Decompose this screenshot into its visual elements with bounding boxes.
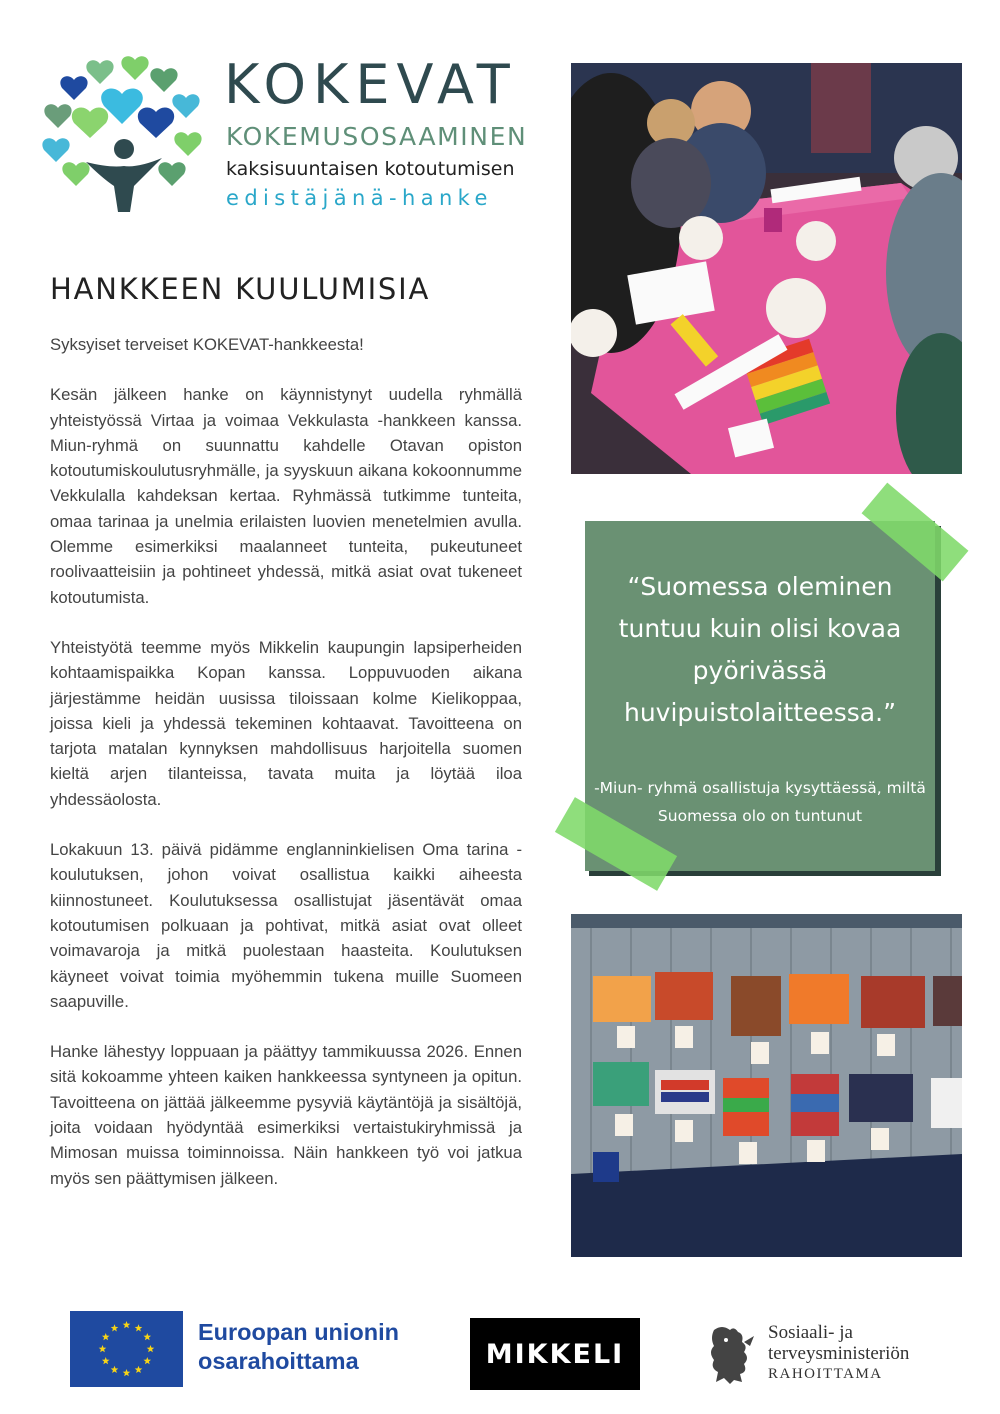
mikkeli-logo: MIKKELI (470, 1318, 640, 1390)
quote-caption: -Miun- ryhmä osallistuja kysyttäessä, miltä Suomessa olo on tuntunut (594, 779, 926, 825)
eu-line-1: Euroopan unionin (198, 1319, 400, 1345)
paragraph-4: Hanke lähestyy loppuaan ja päättyy tammikuussa 2026. Ennen sitä kokoamme yhteen kaiken hankkeessa syntyneen ja opitun. Tavoitteena on jättää jälkeemme pysyviä käytäntöjä ja sisältöjä, joita voidaan hyödyntää esimerkiksi vertaistukiryhmissä ja Mimosan muissa toiminnoissa. Näin hankkeen työ voi jatkua myös sen päättymisen jälkeen. (50, 1042, 522, 1188)
workshop-photo (571, 63, 962, 474)
stm-funding-text (768, 1322, 909, 1385)
paragraph-2: Yhteistyötä teemme myös Mikkelin kaupungin lapsiperheiden kohtaamispaikka Kopan kanssa. Loppuvuoden aikana järjestämme heidän uusissa tiloissaan kolme Kielikoppaa, joissa kieli ja yhdessä tekeminen kohtaavat. Tavoitteena on tarjota matalan kynnyksen mahdollisuus harjoitella suomen kieltä arjen tilanteissa, tavata muita ja löytää iloa yhdessäolosta. (50, 637, 522, 809)
article-body (50, 332, 522, 1216)
lion-emblem-icon (704, 1322, 758, 1386)
brand-title: KOKEVAT (224, 53, 517, 116)
kokevat-logo (40, 50, 210, 215)
eu-line-2: osarahoittama (198, 1348, 359, 1374)
page-heading: HANKKEEN KUULUMISIA (50, 272, 431, 306)
brand-tagline: kaksisuuntaisen kotoutumisen (226, 158, 515, 180)
greeting-text: Syksyiset terveiset KOKEVAT-hankkeesta! (50, 335, 364, 354)
quote-text: “Suomessa oleminen tuntuu kuin olisi kovaa pyörivässä huvipuistolaitteessa.” (618, 572, 902, 727)
artwork-wall-photo (571, 914, 962, 1257)
stm-line-2: terveysministeriön (768, 1343, 910, 1364)
eu-funding-text (198, 1318, 399, 1376)
brand-subtitle: KOKEMUSOSAAMINEN (226, 122, 528, 151)
stm-line-1: Sosiaali- ja (768, 1322, 853, 1343)
eu-flag-icon (70, 1311, 183, 1387)
brand-project-name: edistäjänä-hanke (226, 186, 493, 210)
paragraph-3: Lokakuun 13. päivä pidämme englanninkielisen Oma tarina -koulutuksen, johon voivat osallistua kaikki aiheesta kiinnostuneet. Koulutuksessa osallistujat jäsentävät omaa kotoutumisen polkuaan ja pohtivat, mitkä asiat ovat olleet voimavaroja ja mitkä puolestaan haasteita. Koulutuksen käyneet voivat toimia myöhemmin tukena muille Suomeen saapuville. (50, 840, 522, 1011)
stm-line-3: RAHOITTAMA (768, 1366, 883, 1382)
paragraph-1: Kesän jälkeen hanke on käynnistynyt uudella ryhmällä yhteistyössä Virtaa ja voimaa Vekkulasta -hankkeen kanssa. Miun-ryhmä on suunnattu kahdelle Otavan opiston kotoutumiskoulutusryhmälle, ja syyskuun aikana kokoonnumme Vekkulalla kahdeksan kertaa. Ryhmässä tutkimme tunteita, omaa tarinaa ja unelmia erilaisten luovien menetelmien avulla. Olemme esimerkiksi maalanneet tunteita, pukeutuneet roolivaatteisiin ja pohtineet yhdessä, mitkä asiat ovat tukeneet kotoutumista. (50, 385, 522, 607)
